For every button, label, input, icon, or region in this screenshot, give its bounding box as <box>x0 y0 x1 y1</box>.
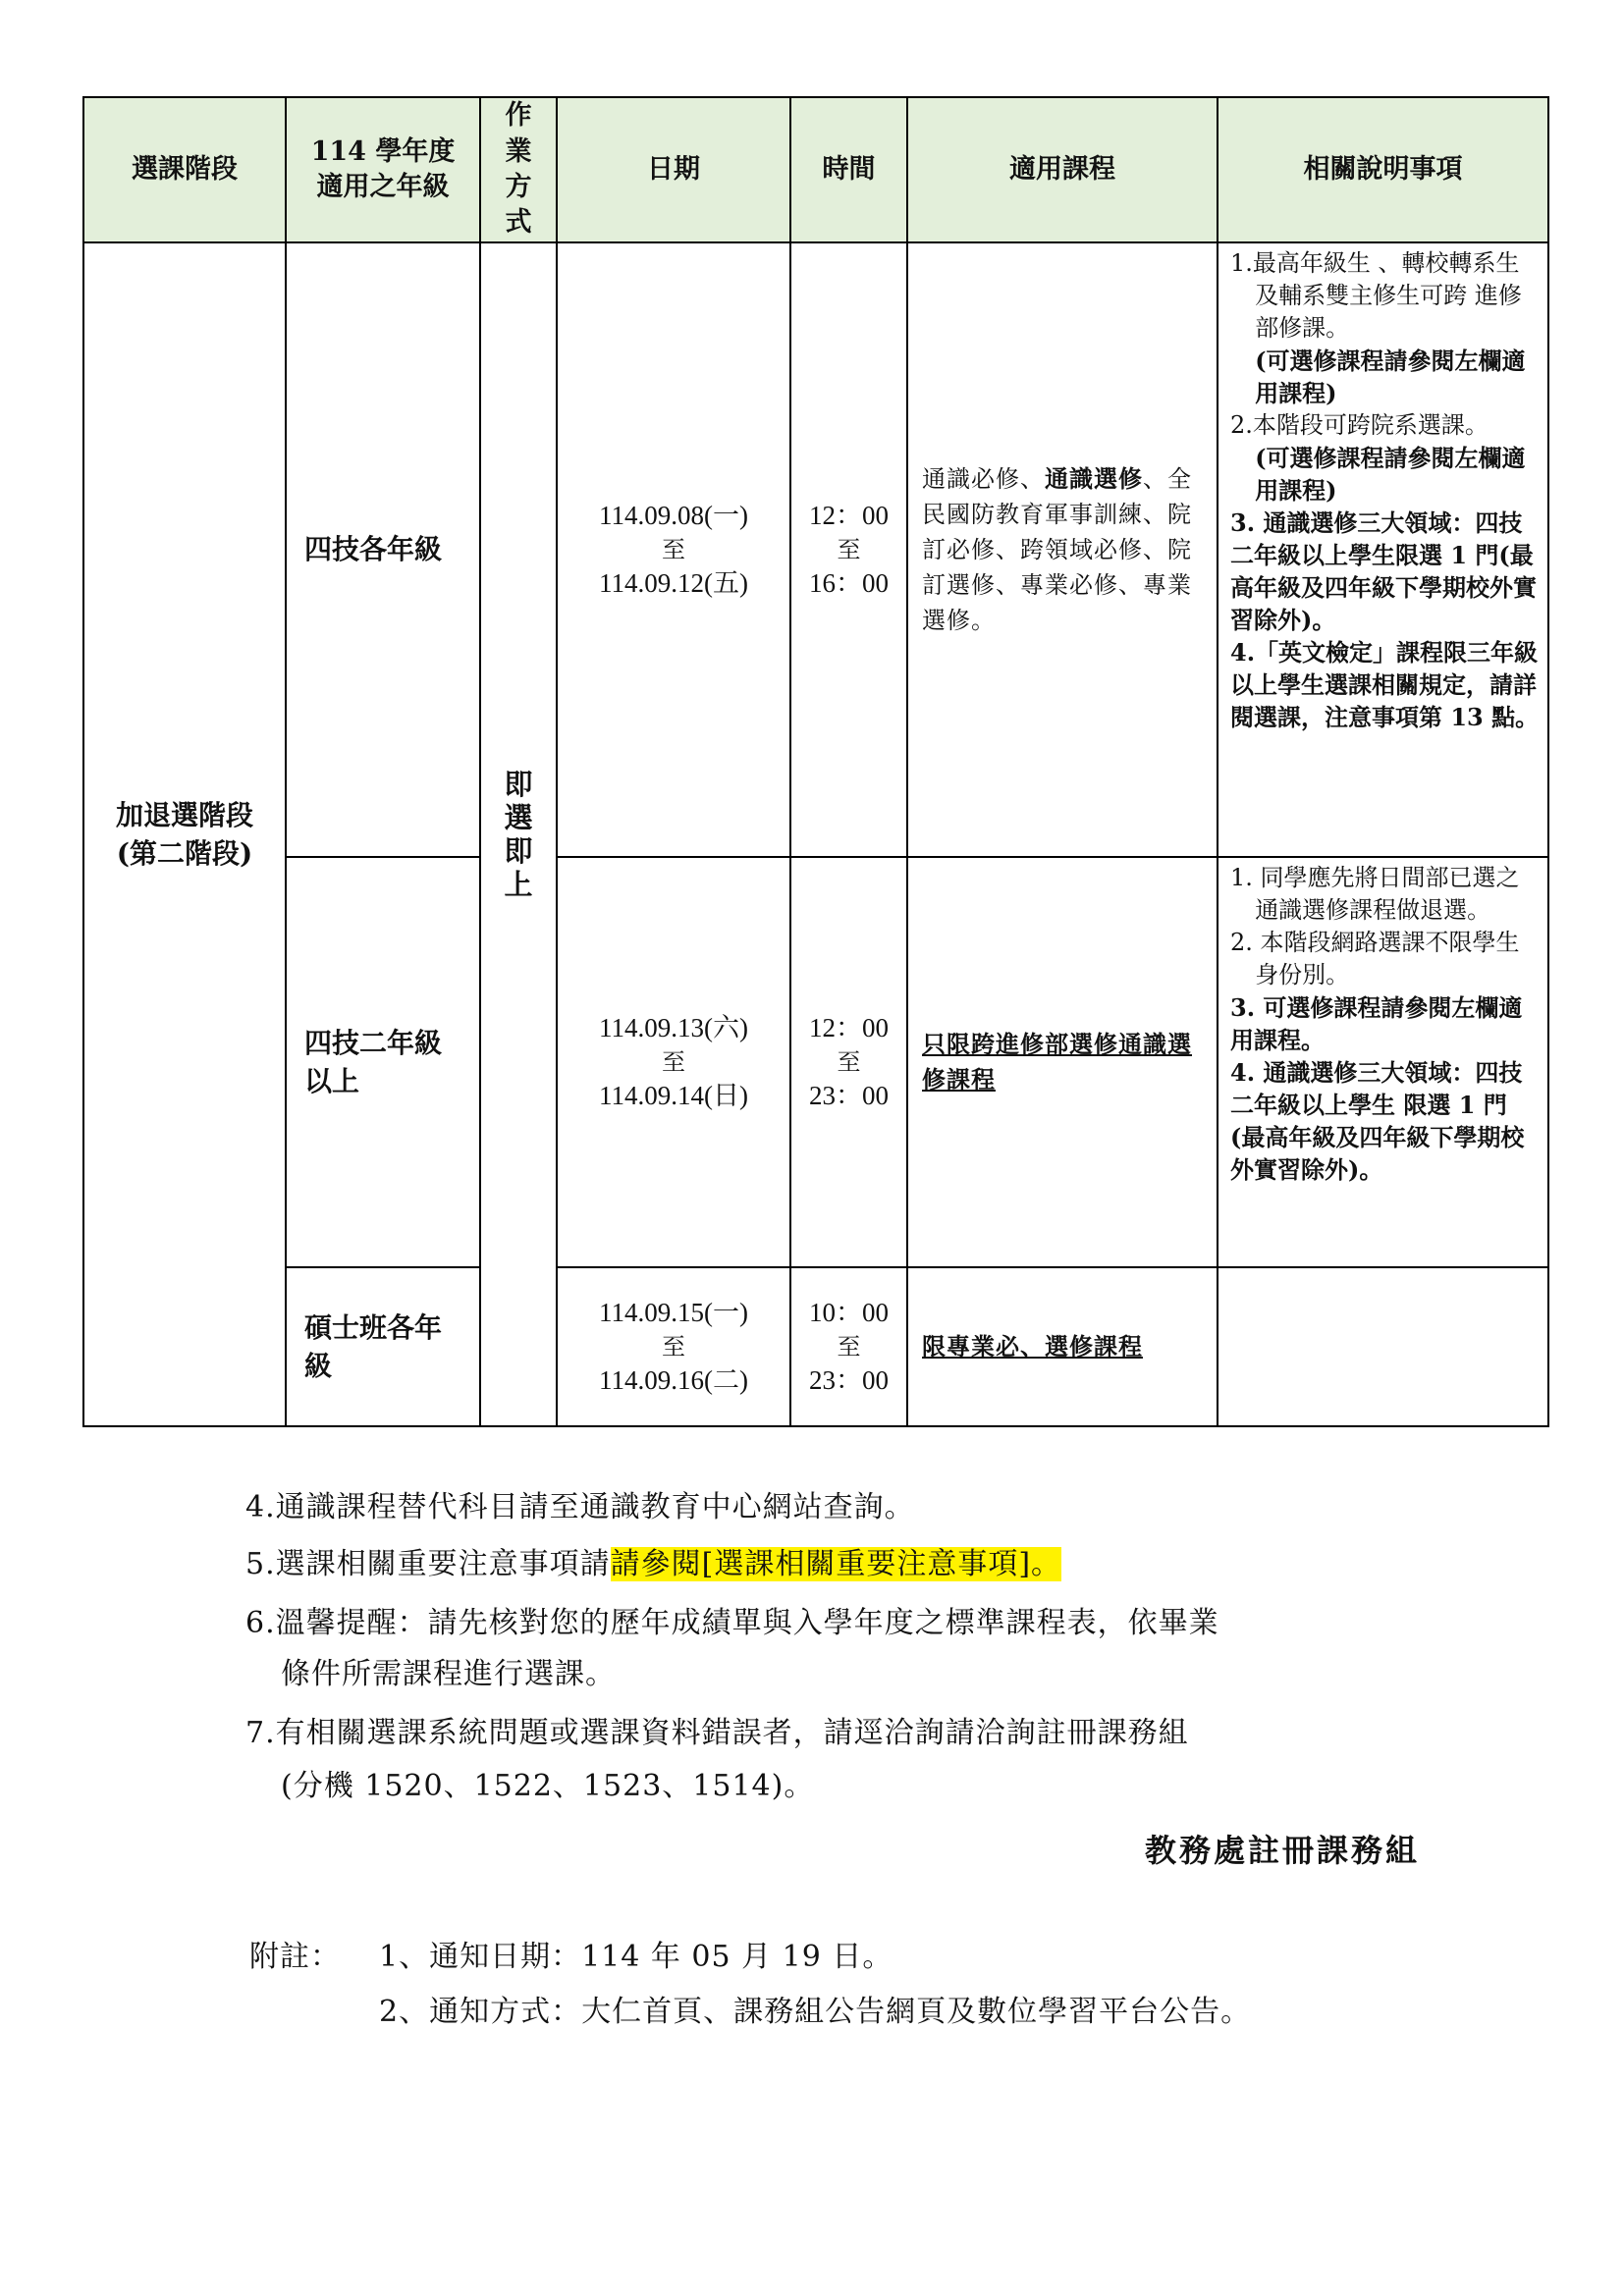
courses-cell: 通識必修、通識選修、全民國防教育軍事訓練、院訂必修、跨領域必修、院訂選修、專業必修、專業選修。 <box>907 242 1218 857</box>
time-cell: 12：00 至 23：00 <box>790 857 907 1267</box>
table-header-row <box>83 97 1548 242</box>
header-grade: 114 學年度 適用之年級 <box>286 97 480 242</box>
table-row <box>83 857 1548 1267</box>
item-7-line-2: (分機 1520、1522、1523、1514)。 <box>281 1769 815 1803</box>
footnote-item-2: 2、通知方式：大仁首頁、課務組公告網頁及數位學習平台公告。 <box>379 1995 1252 2029</box>
item-7-line-1: 7.有相關選課系統問題或選課資料錯誤者，請逕洽詢請洽詢註冊課務組 <box>245 1716 1189 1750</box>
item-4: 4.通識課程替代科目請至通識教育中心網站查詢。 <box>245 1490 915 1524</box>
grade-cell: 碩士班各年 級 <box>286 1267 480 1426</box>
header-notes: 相關說明事項 <box>1218 97 1548 242</box>
date-cell: 114.09.08(一) 至 114.09.12(五) <box>557 242 790 857</box>
course-selection-schedule-table <box>82 96 1549 1427</box>
signoff: 教務處註冊課務組 <box>1145 1832 1421 1869</box>
footnote-label: 附註： <box>249 1940 341 1974</box>
notes-cell-empty <box>1218 1267 1548 1426</box>
notes-cell: 1.最高年級生 、轉校轉系生及輔系雙主修生可跨 進修部修課。 (可選修課程請參閱左欄適用課程) 2.本階段可跨院系選課。 (可選修課程請參閱左欄適用課程) 3. 通識選修三大領域：四技二年級以上學生限選 1 門(最高年級及四年級下學期校外實習除外)。 4.「英文檢定」課程限三年級以上學生選課相關規定，請詳閱選課，注意事項第 13 點。 <box>1218 242 1548 857</box>
time-cell: 12：00 至 16：00 <box>790 242 907 857</box>
table-row <box>83 1267 1548 1426</box>
method-cell: 即 選 即 上 <box>480 242 557 1426</box>
grade-cell: 四技二年級 以上 <box>286 857 480 1267</box>
header-courses: 適用課程 <box>907 97 1218 242</box>
header-date: 日期 <box>557 97 790 242</box>
grade-cell: 四技各年級 <box>286 242 480 857</box>
table-row <box>83 242 1548 857</box>
stage-cell: 加退選階段 (第二階段) <box>83 242 286 1426</box>
date-cell: 114.09.15(一) 至 114.09.16(二) <box>557 1267 790 1426</box>
time-cell: 10：00 至 23：00 <box>790 1267 907 1426</box>
date-cell: 114.09.13(六) 至 114.09.14(日) <box>557 857 790 1267</box>
header-stage: 選課階段 <box>83 97 286 242</box>
notes-cell: 1. 同學應先將日間部已選之通識選修課程做退選。 2. 本階段網路選課不限學生身份別。 3. 可選修課程請參閱左欄適用課程。 4. 通識選修三大領域：四技二年級以上學生 限選 1 門(最高年級及四年級下學期校外實習除外)。 <box>1218 857 1548 1267</box>
footnote-item-1: 1、通知日期：114 年 05 月 19 日。 <box>379 1940 893 1974</box>
header-time: 時間 <box>790 97 907 242</box>
courses-cell: 限專業必、選修課程 <box>907 1267 1218 1426</box>
item-6-line-2: 條件所需課程進行選課。 <box>281 1657 616 1691</box>
header-method: 作 業 方 式 <box>480 97 557 242</box>
courses-cell: 只限跨進修部選修通識選修課程 <box>907 857 1218 1267</box>
item-6-line-1: 6.溫馨提醒：請先核對您的歷年成績單與入學年度之標準課程表，依畢業 <box>245 1606 1219 1640</box>
highlighted-link-text[interactable]: 請參閱[選課相關重要注意事項]。 <box>610 1547 1062 1581</box>
item-5: 5.選課相關重要注意事項請請參閱[選課相關重要注意事項]。 <box>245 1547 1062 1581</box>
